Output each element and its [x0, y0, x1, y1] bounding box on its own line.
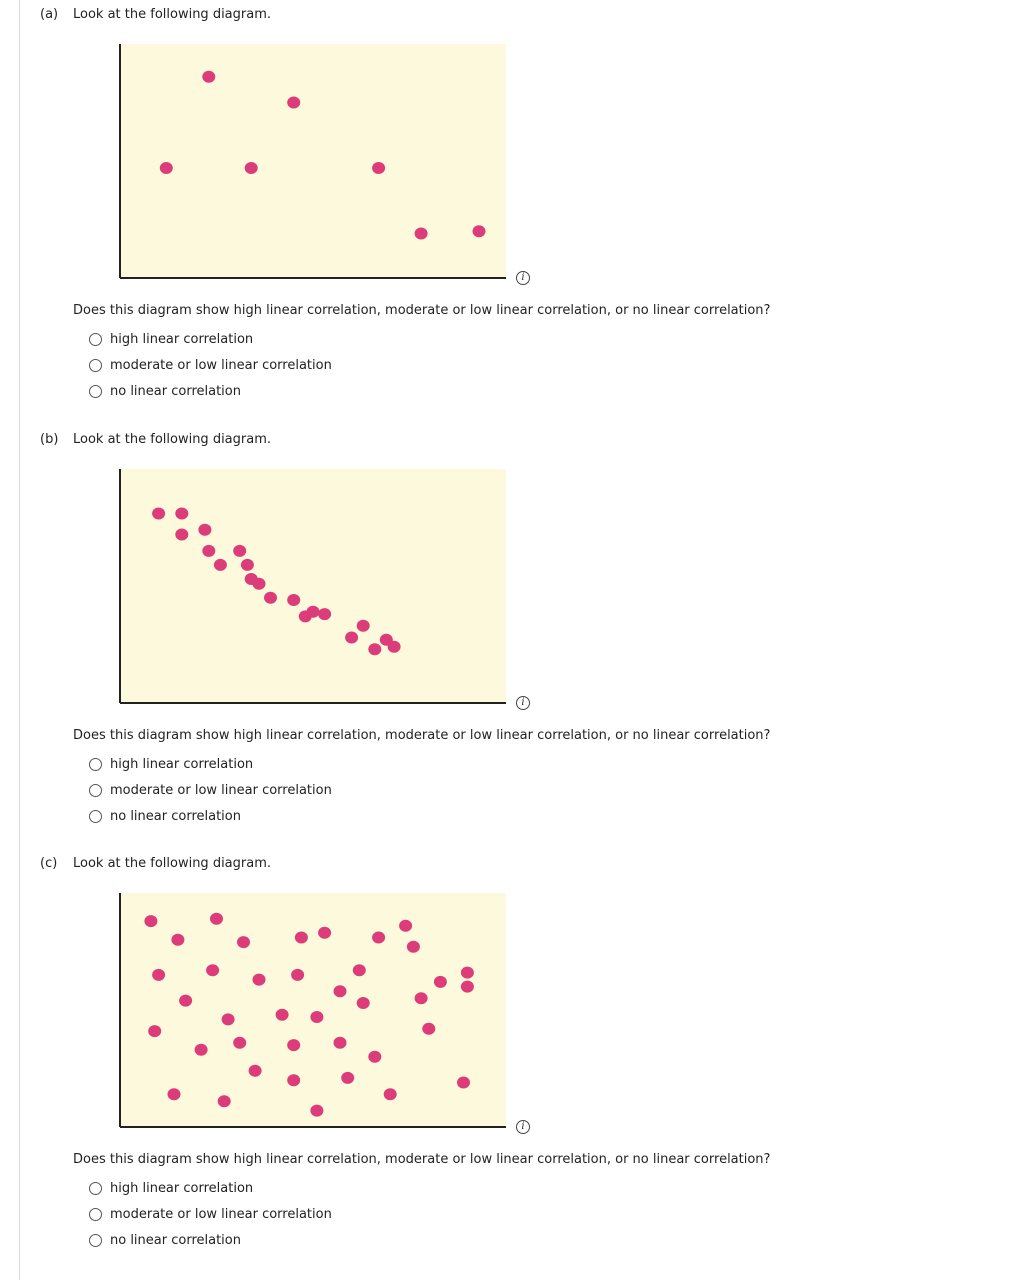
answer-options — [89, 326, 332, 404]
data-point — [318, 608, 331, 620]
data-point — [384, 1088, 397, 1100]
radio-button[interactable] — [89, 784, 102, 797]
scatter-plot — [118, 891, 508, 1131]
part-heading — [40, 432, 271, 448]
data-point — [148, 1025, 161, 1037]
option-label: moderate or low linear correlation — [110, 782, 332, 798]
data-point — [210, 913, 223, 925]
option-moderate-or-low-linear-correlation[interactable] — [89, 352, 332, 378]
data-point — [253, 974, 266, 986]
option-moderate-or-low-linear-correlation[interactable] — [89, 1201, 332, 1227]
option-moderate-or-low-linear-correlation[interactable] — [89, 777, 332, 803]
data-point — [168, 1088, 181, 1100]
data-point — [388, 641, 401, 653]
part-intro: Look at the following diagram. — [73, 856, 272, 871]
data-point — [372, 162, 385, 174]
scatter-svg — [118, 891, 508, 1131]
radio-button[interactable] — [89, 1208, 102, 1221]
data-point — [461, 967, 474, 979]
data-point — [287, 97, 300, 109]
data-point — [310, 1105, 323, 1117]
data-point — [334, 985, 347, 997]
data-point — [357, 620, 370, 632]
data-point — [345, 632, 358, 644]
data-point — [434, 976, 447, 988]
data-point — [318, 927, 331, 939]
data-point — [144, 915, 157, 927]
data-point — [368, 643, 381, 655]
plot-area — [120, 44, 506, 278]
data-point — [152, 508, 165, 520]
data-point — [249, 1065, 262, 1077]
data-point — [152, 969, 165, 981]
data-point — [233, 545, 246, 557]
part-label: (b) — [40, 432, 59, 447]
option-label: moderate or low linear correlation — [110, 357, 332, 373]
radio-button[interactable] — [89, 810, 102, 823]
data-point — [461, 981, 474, 993]
option-no-linear-correlation[interactable] — [89, 378, 332, 404]
data-point — [214, 559, 227, 571]
info-icon[interactable]: i — [516, 696, 530, 710]
option-high-linear-correlation[interactable] — [89, 751, 332, 777]
part-label: (a) — [40, 7, 59, 22]
data-point — [399, 920, 412, 932]
data-point — [287, 1039, 300, 1051]
data-point — [372, 932, 385, 944]
scatter-plot — [118, 467, 508, 707]
data-point — [202, 545, 215, 557]
data-point — [276, 1009, 289, 1021]
option-label: high linear correlation — [110, 1180, 254, 1196]
data-point — [334, 1037, 347, 1049]
scatter-svg — [118, 467, 508, 707]
data-point — [160, 162, 173, 174]
option-no-linear-correlation[interactable] — [89, 1227, 332, 1253]
data-point — [206, 964, 219, 976]
data-point — [198, 524, 211, 536]
data-point — [457, 1077, 470, 1089]
data-point — [307, 606, 320, 618]
data-point — [233, 1037, 246, 1049]
data-point — [291, 969, 304, 981]
option-label: high linear correlation — [110, 756, 254, 772]
part-label: (c) — [40, 856, 58, 871]
data-point — [202, 71, 215, 83]
data-point — [407, 941, 420, 953]
data-point — [357, 997, 370, 1009]
radio-button[interactable] — [89, 385, 102, 398]
option-label: high linear correlation — [110, 331, 254, 347]
data-point — [422, 1023, 435, 1035]
part-intro: Look at the following diagram. — [73, 432, 272, 447]
radio-button[interactable] — [89, 1182, 102, 1195]
question-text: Does this diagram show high linear correlation, moderate or low linear correlation, or no linear correlation? — [73, 728, 771, 743]
option-label: no linear correlation — [110, 808, 241, 824]
scatter-plot — [118, 42, 508, 282]
data-point — [473, 225, 486, 237]
data-point — [241, 559, 254, 571]
data-point — [341, 1072, 354, 1084]
part-heading — [40, 7, 271, 23]
radio-button[interactable] — [89, 333, 102, 346]
data-point — [287, 594, 300, 606]
data-point — [175, 508, 188, 520]
question-text: Does this diagram show high linear correlation, moderate or low linear correlation, or no linear correlation? — [73, 1152, 771, 1167]
data-point — [179, 995, 192, 1007]
data-point — [218, 1095, 231, 1107]
data-point — [415, 228, 428, 240]
data-point — [287, 1074, 300, 1086]
data-point — [245, 162, 258, 174]
data-point — [353, 964, 366, 976]
option-label: no linear correlation — [110, 1232, 241, 1248]
scatter-svg — [118, 42, 508, 282]
data-point — [264, 592, 277, 604]
option-no-linear-correlation[interactable] — [89, 803, 332, 829]
data-point — [310, 1011, 323, 1023]
option-high-linear-correlation[interactable] — [89, 1175, 332, 1201]
plot-area — [120, 469, 506, 703]
option-high-linear-correlation[interactable] — [89, 326, 332, 352]
option-label: moderate or low linear correlation — [110, 1206, 332, 1222]
data-point — [295, 932, 308, 944]
part-intro: Look at the following diagram. — [73, 7, 272, 22]
data-point — [368, 1051, 381, 1063]
data-point — [222, 1013, 235, 1025]
data-point — [171, 934, 184, 946]
data-point — [175, 529, 188, 541]
radio-button[interactable] — [89, 758, 102, 771]
answer-options — [89, 751, 332, 829]
data-point — [237, 936, 250, 948]
info-icon[interactable]: i — [516, 271, 530, 285]
data-point — [415, 992, 428, 1004]
data-point — [253, 578, 266, 590]
data-point — [195, 1044, 208, 1056]
radio-button[interactable] — [89, 1234, 102, 1247]
radio-button[interactable] — [89, 359, 102, 372]
answer-options — [89, 1175, 332, 1253]
part-heading — [40, 856, 271, 872]
info-icon[interactable]: i — [516, 1120, 530, 1134]
question-text: Does this diagram show high linear correlation, moderate or low linear correlation, or no linear correlation? — [73, 303, 771, 318]
left-divider — [19, 0, 20, 1280]
option-label: no linear correlation — [110, 383, 241, 399]
